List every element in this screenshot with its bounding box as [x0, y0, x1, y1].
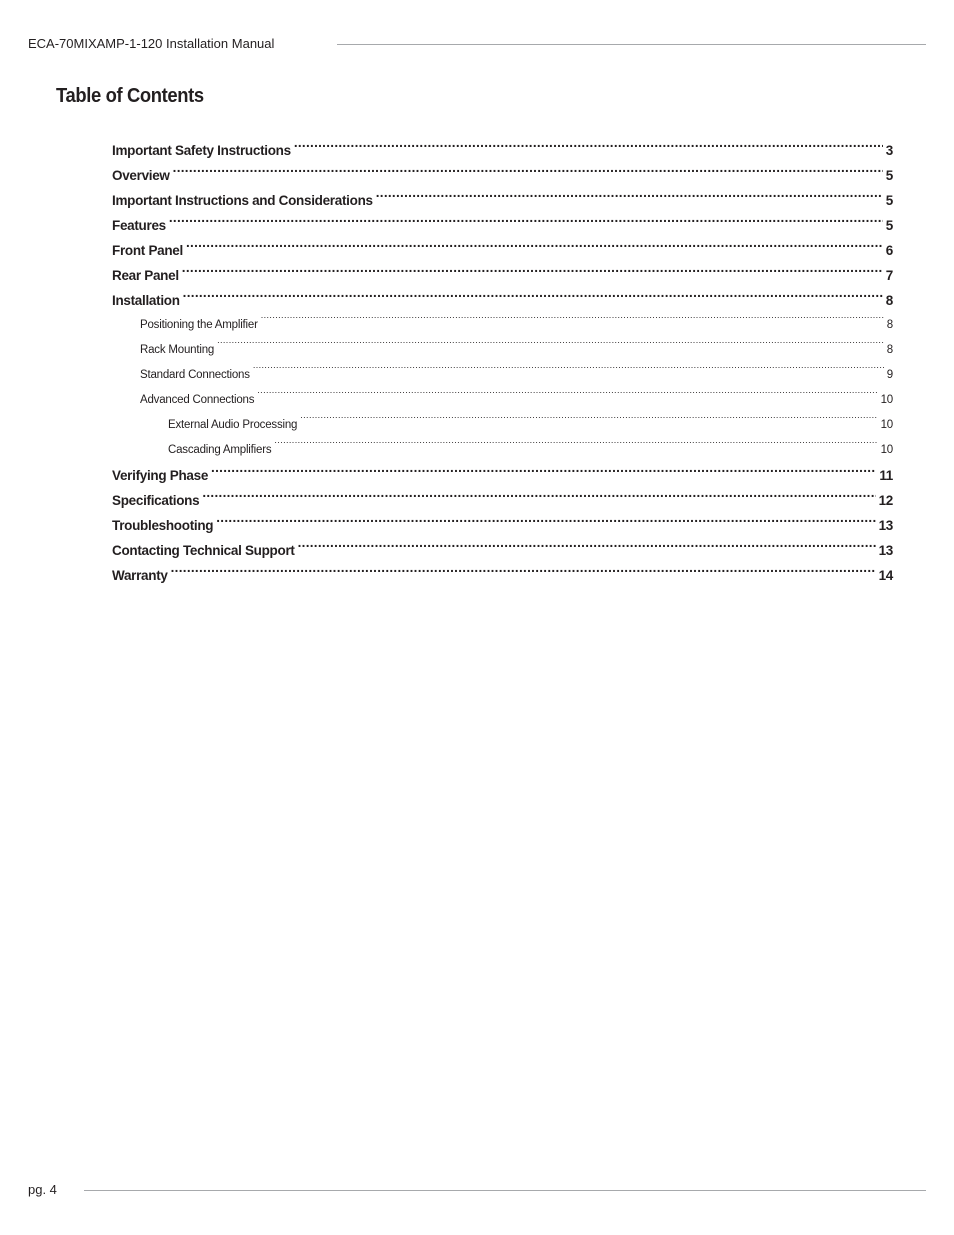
table-of-contents	[112, 138, 893, 588]
toc-entry-page: 8	[886, 344, 893, 356]
toc-entry-label: Advanced Connections	[140, 394, 255, 406]
toc-entry-page: 8	[886, 319, 893, 331]
toc-dot-leader	[186, 242, 883, 256]
toc-entry-installation[interactable]	[112, 288, 893, 313]
toc-entry-page: 3	[885, 143, 893, 158]
toc-entry-page: 7	[885, 268, 893, 283]
toc-entry-label: Verifying Phase	[112, 468, 209, 483]
toc-entry-page: 13	[878, 518, 893, 533]
toc-entry-label: Rear Panel	[112, 268, 179, 283]
toc-entry-specifications[interactable]	[112, 488, 893, 513]
toc-heading: Table of Contents	[56, 85, 204, 107]
toc-dot-leader	[183, 292, 883, 306]
toc-entry-contacting-technical-support[interactable]	[112, 538, 893, 563]
toc-dot-leader	[171, 567, 876, 581]
toc-entry-page: 10	[880, 419, 893, 431]
toc-entry-label: Important Safety Instructions	[112, 143, 291, 158]
toc-entry-label: Contacting Technical Support	[112, 543, 295, 558]
toc-entry-label: Troubleshooting	[112, 518, 214, 533]
toc-entry-troubleshooting[interactable]	[112, 513, 893, 538]
toc-entry-page: 14	[878, 568, 893, 583]
toc-dot-leader	[182, 267, 883, 281]
document-title: ECA-70MIXAMP-1-120 Installation Manual	[28, 36, 275, 51]
toc-dot-leader	[211, 467, 876, 481]
toc-entry-label: Specifications	[112, 493, 200, 508]
toc-entry-label: Overview	[112, 168, 170, 183]
toc-entry-warranty[interactable]	[112, 563, 893, 588]
toc-dot-leader	[298, 542, 876, 556]
toc-entry-page: 5	[885, 193, 893, 208]
toc-entry-cascading-amplifiers[interactable]	[112, 438, 893, 463]
toc-entry-rear-panel[interactable]	[112, 263, 893, 288]
toc-entry-page: 8	[885, 293, 893, 308]
toc-entry-front-panel[interactable]	[112, 238, 893, 263]
toc-entry-page: 12	[878, 493, 893, 508]
toc-entry-external-audio-processing[interactable]	[112, 413, 893, 438]
toc-dot-leader	[202, 492, 875, 506]
toc-entry-page: 5	[885, 168, 893, 183]
page-number: pg. 4	[28, 1182, 57, 1197]
toc-entry-important-safety-instructions[interactable]	[112, 138, 893, 163]
toc-dot-leader	[217, 342, 884, 354]
toc-entry-verifying-phase[interactable]	[112, 463, 893, 488]
toc-entry-page: 10	[880, 394, 893, 406]
toc-entry-positioning-the-amplifier[interactable]	[112, 313, 893, 338]
toc-entry-label: Rack Mounting	[140, 344, 215, 356]
toc-dot-leader	[253, 367, 884, 379]
toc-dot-leader	[294, 142, 883, 156]
toc-entry-label: External Audio Processing	[168, 419, 298, 431]
toc-entry-features[interactable]	[112, 213, 893, 238]
toc-entry-page: 6	[885, 243, 893, 258]
toc-entry-label: Cascading Amplifiers	[168, 444, 272, 456]
toc-entry-label: Warranty	[112, 568, 168, 583]
toc-entry-label: Installation	[112, 293, 180, 308]
toc-entry-page: 11	[879, 468, 893, 483]
toc-dot-leader	[173, 167, 883, 181]
toc-entry-label: Features	[112, 218, 166, 233]
footer-divider	[84, 1190, 926, 1191]
toc-dot-leader	[169, 217, 883, 231]
toc-entry-label: Front Panel	[112, 243, 183, 258]
toc-entry-page: 9	[886, 369, 893, 381]
toc-entry-overview[interactable]	[112, 163, 893, 188]
toc-entry-page: 5	[885, 218, 893, 233]
toc-entry-label: Important Instructions and Considerations	[112, 193, 373, 208]
toc-entry-page: 13	[878, 543, 893, 558]
toc-entry-important-instructions[interactable]	[112, 188, 893, 213]
toc-dot-leader	[216, 517, 875, 531]
toc-dot-leader	[261, 317, 884, 329]
toc-entry-page: 10	[880, 444, 893, 456]
toc-dot-leader	[376, 192, 883, 206]
toc-dot-leader	[257, 392, 877, 404]
toc-entry-standard-connections[interactable]	[112, 363, 893, 388]
toc-entry-advanced-connections[interactable]	[112, 388, 893, 413]
header-divider	[337, 44, 926, 45]
toc-dot-leader	[274, 442, 877, 454]
toc-entry-rack-mounting[interactable]	[112, 338, 893, 363]
toc-dot-leader	[300, 417, 877, 429]
page-header	[28, 35, 926, 55]
page-footer	[28, 1180, 926, 1200]
toc-entry-label: Standard Connections	[140, 369, 250, 381]
toc-entry-label: Positioning the Amplifier	[140, 319, 258, 331]
